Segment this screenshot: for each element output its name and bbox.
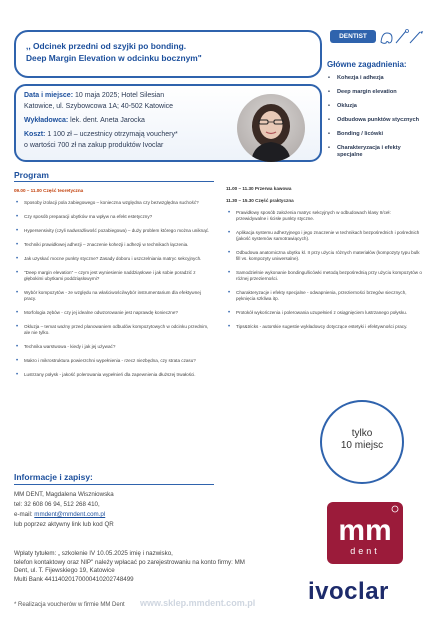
dental-tools-icon <box>378 28 426 46</box>
address: Katowice, ul. Szybowcowa 1A; 40-502 Katowice <box>24 103 174 110</box>
course-title-box <box>14 30 322 78</box>
program-item: • Odbudowa anatomiczna ubytku kl. II przy użyciu różnych materiałów (kompozyty typu bulk fill vs. kompozyty uniwersalne). <box>226 250 422 262</box>
topic-item: • Kohezja i adhezja <box>327 75 427 82</box>
mm-logo-sub: dent <box>350 546 380 556</box>
contact-company: MM DENT, Magdalena Wiszniowska <box>14 491 114 498</box>
mm-dent-logo <box>325 500 405 566</box>
course-title-line1: ,, Odcinek przedni od szyjki po bonding. <box>26 41 187 51</box>
topic-item: • Deep margin elevation <box>327 89 427 96</box>
main-topics <box>327 60 427 166</box>
theory-title: 09.00 – 11.00 Część teoretyczna <box>14 188 84 193</box>
program-item: • Okluzja – temat ważny przed planowaniem odbudów kompozytowych w odcinku przednim, ale nie tylko. <box>14 324 214 336</box>
topic-item: • Bonding / licówki <box>327 131 427 138</box>
program-item: • Prawidłowy sposób założenia matryc sekcyjnych w odbudowach klasy II/ceł: przewidywalne i ścisłe punkty styczne. <box>226 210 422 222</box>
seats-limit-badge <box>320 400 404 484</box>
cost-value-2: o wartości 700 zł na zakup produktów Ivoclar <box>24 142 164 149</box>
voucher-footnote: * Realizacja voucherów w firmie MM Dent <box>14 602 125 608</box>
seats-line1: tylko <box>351 428 373 439</box>
email-link[interactable]: mmdent@mmdent.com.pl <box>34 511 106 518</box>
program-divider <box>14 181 214 182</box>
contact-heading: Informacje i zapisy: <box>14 472 93 482</box>
program-item: • Makro i mikrostruktura powierzchni wypełnienia - rzecz niezbędna, czy strata czasu? <box>14 358 214 364</box>
program-item: • Hypersensivity (czyli nadwrażliwość pozabiegowa) – duży problem którego można uniknąć. <box>14 228 214 234</box>
lecturer-portrait-icon <box>237 94 305 162</box>
program-item: • Aplikacja systemu adhezyjnego i jego znaczenie w technikach bezpośrednich i pośrednich (jakość systemów samotrawiących). <box>226 230 422 242</box>
contact-info <box>14 490 224 530</box>
payment-line: Dent, ul. T. Fijewskiego 19, Katowice <box>14 567 115 574</box>
program-item: • Sposoby izolacji pola zabiegowego – konieczna względna czy bezwzględna suchość? <box>14 200 214 206</box>
lecturer-value: lek. dent. Aneta Jarocka <box>70 117 145 124</box>
program-item: • Czy sposób preparacji ubytków ma wpływ na efekt estetyczny? <box>14 214 214 220</box>
program-item: • Jak uzyskać mocne punkty styczne? Zasady doboru i uszczelniania matryc sekcyjnych. <box>14 256 214 262</box>
program-theory-column <box>14 188 214 386</box>
shop-watermark: www.sklep.mmdent.com.pl <box>140 598 256 608</box>
topic-item: • Odbudowa punktów stycznych <box>327 117 427 124</box>
program-item: • Lustrzany połysk - jakość polerowania wypełnień dla zapewnienia dłuższej trwałości. <box>14 372 214 378</box>
date-label: Data i miejsce: <box>24 92 74 99</box>
break-title: 11.00 – 11.30 Przerwa kawowa <box>226 186 292 191</box>
program-item: • Charakteryzacje i efekty specjalne - odwapnienia, przezierności brzegów siecznych, pęknięcia szkliwa itp. <box>226 290 422 302</box>
ivoclar-logo: ivoclar <box>308 578 389 605</box>
program-item: • Techniki prawidłowej adhezji – znaczenie kohezji i adhezji w technikach łączenia. <box>14 242 214 248</box>
cost-label: Koszt: <box>24 131 46 138</box>
contact-divider <box>14 484 214 485</box>
practice-title: 11.30 – 15.30 Część praktyczna <box>226 198 294 203</box>
payment-line: Multi Bank 44114020170000410202748499 <box>14 575 134 583</box>
topic-item: • Okluzja <box>327 103 427 110</box>
topics-heading: Główne zagadnienia: <box>327 60 407 69</box>
topic-item: • Charakteryzacja i efekty specjalne <box>327 145 427 159</box>
cost-value: 1 100 zł – uczestnicy otrzymają vouchery* <box>47 131 178 138</box>
program-item: • "Deep margin elevation" – czym jest wyniesienie naddziąsłowe i jak sobie poradzić z głębokimi ubytkami poddziąsłowymi? <box>14 270 214 282</box>
payment-line: telefon kontaktowy oraz NIP" należy wpłacać po zarejestrowaniu na konto firmy: MM <box>14 558 245 566</box>
contact-note: lub poprzez aktywny link lub kod QR <box>14 521 114 528</box>
contact-phone: tel: 32 608 06 94, 512 268 410, <box>14 501 100 508</box>
lecturer-label: Wykładowca: <box>24 117 69 124</box>
program-item: • Tips&tricks - autorskie sugestie wykładowcy dotyczące estetyki i efektywności pracy. <box>226 324 422 330</box>
date-value: 10 maja 2025; Hotel Silesian <box>74 92 165 99</box>
program-item: • Wybór kompozytów - ze względu na właściwości/wybór instrumentarium dla efektywnej pracy. <box>14 290 214 302</box>
program-item: • Morfologia zębów - czy jej idealne odwzorowanie jest naprawdę konieczne? <box>14 310 214 316</box>
dentist-badge: DENTIST <box>330 30 376 43</box>
program-item: • Samodzielnie wykonanie bondingu/licówki metodą bezpośrednią przy użyciu kompozytów o różnej przezierności. <box>226 270 422 282</box>
payment-line: Wpłaty tytułem: „ szkolenie IV 10.05.2025 imię i nazwisko, <box>14 550 173 557</box>
lecturer-photo <box>237 94 305 162</box>
program-practice-column <box>226 186 422 338</box>
mm-logo-letters: mm <box>338 514 392 547</box>
program-item: • Protokół wykończenia i polerowania uzupełnień z osiągnięciem lustrzanego połysku. <box>226 310 422 316</box>
course-title-line2: Deep Margin Elevation w odcinku bocznym" <box>26 53 202 63</box>
email-label: e-mail: <box>14 511 35 518</box>
program-heading: Program <box>14 170 49 180</box>
program-item: • Technika warstwowa - kiedy i jak jej używać? <box>14 344 214 350</box>
payment-info <box>14 550 314 584</box>
seats-line2: 10 miejsc <box>340 440 384 451</box>
